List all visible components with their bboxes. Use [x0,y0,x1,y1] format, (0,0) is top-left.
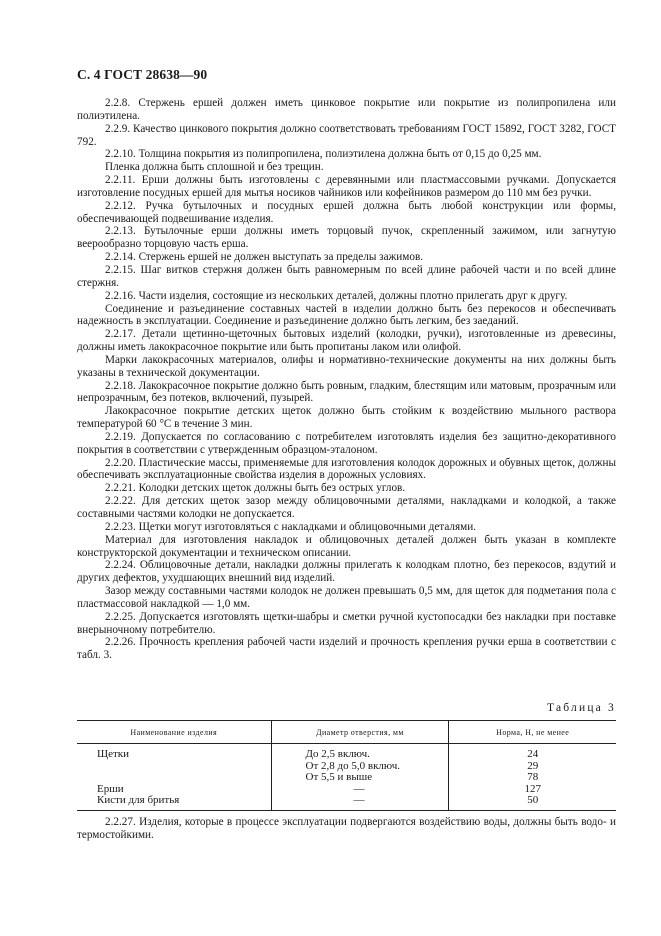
table-cell: Ерши [97,782,124,795]
paragraph: 2.2.22. Для детских щеток зазор между облицовочными деталями, накладками и колодкой, а также составными частями колодки не допускается. [77,495,616,520]
paragraph: 2.2.18. Лакокрасочное покрытие должно быть ровным, гладким, блестящим или матовым, прозрачным или непрозрачным, без потеков, включений, пузырей. [77,379,616,405]
paragraph: Материал для изготовления накладок и облицовочных деталей должен быть указан в комплекте конструкторской документации и техническом описании. [77,533,616,559]
page-header: С. 4 ГОСТ 28638—90 [77,67,208,82]
column-header: Диаметр отверстия, мм [271,721,449,744]
table-row [77,795,616,810]
paragraph: 2.2.13. Бутылочные ерши должны иметь торцовый пучок, скрепленный зажимом, или загнутую веерообразно торцовую часть ерша. [77,225,616,251]
paragraph: 2.2.19. Допускается по согласованию с потребителем изготовлять изделия без защитно-декоративного покрытия в соответствии с утвержденным образцом-эталоном. [77,430,616,456]
table-cell [77,761,271,773]
paragraph: 2.2.14. Стержень ершей не должен выступать за пределы зажимов. [105,251,424,264]
table-cell: Щетки [97,748,130,760]
paragraph: 2.2.23. Щетки могут изготовляться с накладками и облицовочными деталями. [105,520,476,533]
paragraph: 2.2.9. Качество цинкового покрытия должно соответствовать требованиям ГОСТ 15892, ГОСТ 3282, ГОСТ 792. [77,122,616,148]
paragraph: 2.2.24. Облицовочные детали, накладки должны прилегать к колодкам плотно, без перекосов, вздутий и других дефектов, ухудшающих внешний вид изделий. [77,559,616,585]
paragraph: Зазор между составными частями колодок не должен превышать 0,5 мм, для щеток для подметания пола с пластмассовой накладкой — 1,0 мм. [77,585,616,610]
table-cell: Кисти для бритья [77,795,271,810]
paragraph: 2.2.27. Изделия, которые в процессе эксплуатации подвергаются воздействию воды, должны быть водо- и термостойкими. [77,816,616,841]
paragraph: 2.2.10. Толщина покрытия из полипропилена, полиэтилена должна быть от 0,15 до 0,25 мм. [105,148,542,161]
paragraph: 2.2.15. Шаг витков стержня должен быть равномерным по всей длине рабочей части и по всей длине стержня. [77,263,616,289]
paragraph: 2.2.20. Пластические массы, применяемые для изготовления колодок дорожных и обувных щеток, должны обеспечивать эксплуатационные свойства изделия в дорожных условиях. [77,456,616,482]
body-text [77,97,616,662]
paragraph: 2.2.12. Ручка бутылочных и посудных ершей должна быть любой конструкции или формы, обеспечивающей подвешивание изделия. [77,199,616,225]
table-caption: Таблица 3 [547,702,616,714]
paragraph: 2.2.11. Ерши должны быть изготовлены с деревянными или пластмассовыми ручками. Допускается изготовление посудных ершей для мытья носиков чайников или кофейников размером до 110 мм без ручки. [77,174,616,199]
table-cell: — [271,795,449,810]
paragraph: 2.2.21. Колодки детских щеток должны быть без острых углов. [105,482,406,495]
paragraph: Лакокрасочное покрытие детских щеток должно быть стойким к воздействию мыльного раствора температурой 60 °С в течение 3 мин. [77,405,616,431]
paragraph: 2.2.16. Части изделия, состоящие из нескольких деталей, должны плотно прилегать друг к другу. [105,289,568,302]
paragraph: 2.2.25. Допускается изготовлять щетки-шабры и сметки ручной кустопосадки без накладки при поставке внерыночному потребителю. [77,610,616,636]
table-cell: 127 [449,784,616,796]
paragraph: Пленка должна быть сплошной и без трещин. [105,161,324,174]
table-cell: До 2,5 включ. [271,744,449,761]
paragraph: Соединение и разъединение составных частей в изделии должно быть без перекосов и обеспечивать надежность в эксплуатации. Соединение и разъединение должно быть легким, без заеданий. [77,302,616,328]
table-cell: 29 [449,761,616,773]
paragraph: 2.2.8. Стержень ершей должен иметь цинковое покрытие или покрытие из полипропилена или полиэтилена. [77,97,616,122]
paragraph: 2.2.17. Детали щетинно-щеточных бытовых изделий (колодки, ручки), изготовленные из древесины, должны иметь лакокрасочное покрытие или быть пропитаны лаком или олифой. [77,328,616,354]
table-cell: — [271,784,449,796]
column-header: Наименование изделия [77,721,271,744]
table-row [77,744,616,761]
table-cell: 24 [449,744,616,761]
table-cell: От 2,8 до 5,0 включ. [271,761,449,773]
paragraph: Марки лакокрасочных материалов, олифы и нормативно-технические документы на них должны быть указаны в технической документации. [77,353,616,379]
table-cell: От 5,5 и выше [271,772,449,784]
body-text-after-table [77,816,616,842]
table-header-row [77,721,616,744]
column-header: Норма, Н, не менее [449,721,616,744]
paragraph: 2.2.26. Прочность крепления рабочей части изделий и прочность крепления ручки ерша в соответствии с табл. 3. [77,636,616,662]
table-cell: 50 [449,795,616,810]
table-3 [77,720,616,811]
table-cell: 78 [449,772,616,784]
